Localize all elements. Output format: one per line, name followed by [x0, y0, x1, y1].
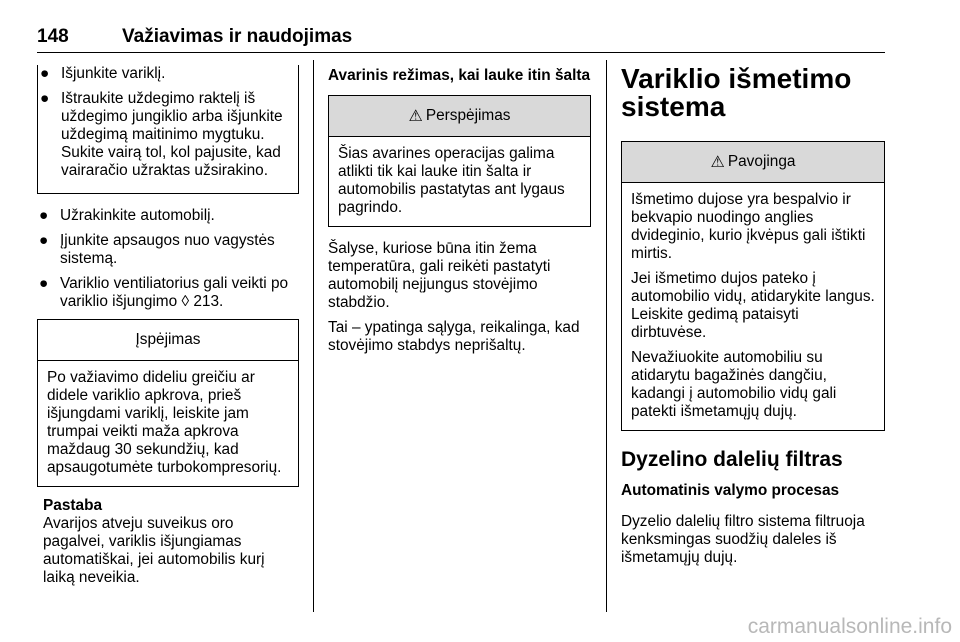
paragraph: Šalyse, kuriose būna itin žema temperatūra, gali reikėti pastatyti automobilį neįjungus stovėjimo stabdžio.: [328, 240, 551, 311]
section-title: Variklio išmetimo sistema: [621, 63, 852, 122]
list-item: ● Variklio ventiliatorius gali veikti po variklio išjungimo ◊ 213.: [39, 275, 289, 310]
bullet-list-mid: [37, 207, 299, 311]
paragraph: Dyzelio dalelių filtro sistema filtruoja kenksmingas suodžių daleles iš išmetamųjų dujų.: [621, 513, 865, 566]
running-title: Važiavimas ir naudojimas: [122, 26, 353, 47]
list-item: ● Užrakinkite automobilį.: [39, 207, 215, 224]
bullet-icon: ●: [40, 65, 50, 82]
bullet-list-top: [38, 65, 289, 180]
section-heading: Avarinis režimas, kai lauke itin šalta: [328, 67, 591, 84]
note-title: Pastaba: [43, 497, 103, 514]
note: [43, 497, 299, 587]
caution-text: Po važiavimo dideliu greičiu ar didele variklio apkrova, prieš išjungdami variklį, leiskite jam trumpai veikti maža apkrova maždaug 30 sekundžių, kad apsaugotumėte turbokompresorių.: [47, 369, 282, 476]
page-header: [37, 0, 885, 53]
continued-box: [37, 65, 299, 194]
bullet-icon: ●: [39, 207, 49, 224]
paragraph: Tai – ypatinga sąlyga, reikalinga, kad stovėjimo stabdys neprišaltų.: [328, 319, 580, 354]
list-item: ● Įjunkite apsaugos nuo vagystės sistemą.: [39, 232, 275, 267]
warning-icon: ⚠: [408, 108, 423, 125]
subsubsection-title: Automatinis valymo procesas: [621, 482, 840, 499]
list-item: ● Išjunkite variklį.: [40, 65, 166, 82]
caution-title: Įspėjimas: [38, 320, 298, 361]
bullet-icon: ●: [39, 232, 49, 249]
danger-box: [621, 141, 885, 431]
warning-icon: ⚠: [710, 154, 725, 171]
warning-box: [328, 95, 591, 227]
column-1: [37, 52, 299, 587]
caution-box: [37, 319, 299, 487]
column-divider: [606, 60, 607, 612]
bullet-icon: ●: [39, 275, 49, 292]
column-divider: [313, 60, 314, 612]
column-2: [328, 52, 591, 362]
column-3: [621, 52, 885, 574]
danger-title: Pavojinga: [727, 153, 796, 170]
danger-header: [622, 142, 884, 183]
note-text: Avarijos atveju suveikus oro pagalvei, variklis išjungiamas automatiškai, jei automobilis kurį laiką neveikia.: [43, 515, 265, 586]
warning-header: [329, 96, 590, 137]
warning-title: Perspėjimas: [425, 107, 511, 124]
page-number: 148: [37, 26, 69, 47]
bullet-icon: ●: [40, 90, 50, 107]
danger-text: Išmetimo dujose yra bespalvio ir bekvapio nuodingo anglies dvideginio, kurio įkvėpus gali ištikti mirtis. Jei išmetimo dujos pateko į automobilio vidų, atidarykite langus. Leiskite gedimą pataisyti dirbtuvėse. Nevažiuokite automobiliu su atidarytu bagažinės dangčiu, kadangi į automobilio vidų gali patekti išmetamųjų dujų.: [631, 191, 875, 420]
list-item: ● Ištraukite uždegimo raktelį iš uždegimo jungiklio arba išjunkite uždegimą maitinimo mygtuku. Sukite vairą tol, kol pajusite, kad vairaračio užraktas užsirakino.: [40, 90, 283, 179]
watermark: carmanualsonline.info: [747, 615, 952, 638]
subsection-title: Dyzelino dalelių filtras: [621, 448, 843, 471]
warning-text: Šias avarines operacijas galima atlikti tik kai lauke itin šalta ir automobilis pastatytas ant lygaus pagrindo.: [338, 145, 565, 216]
